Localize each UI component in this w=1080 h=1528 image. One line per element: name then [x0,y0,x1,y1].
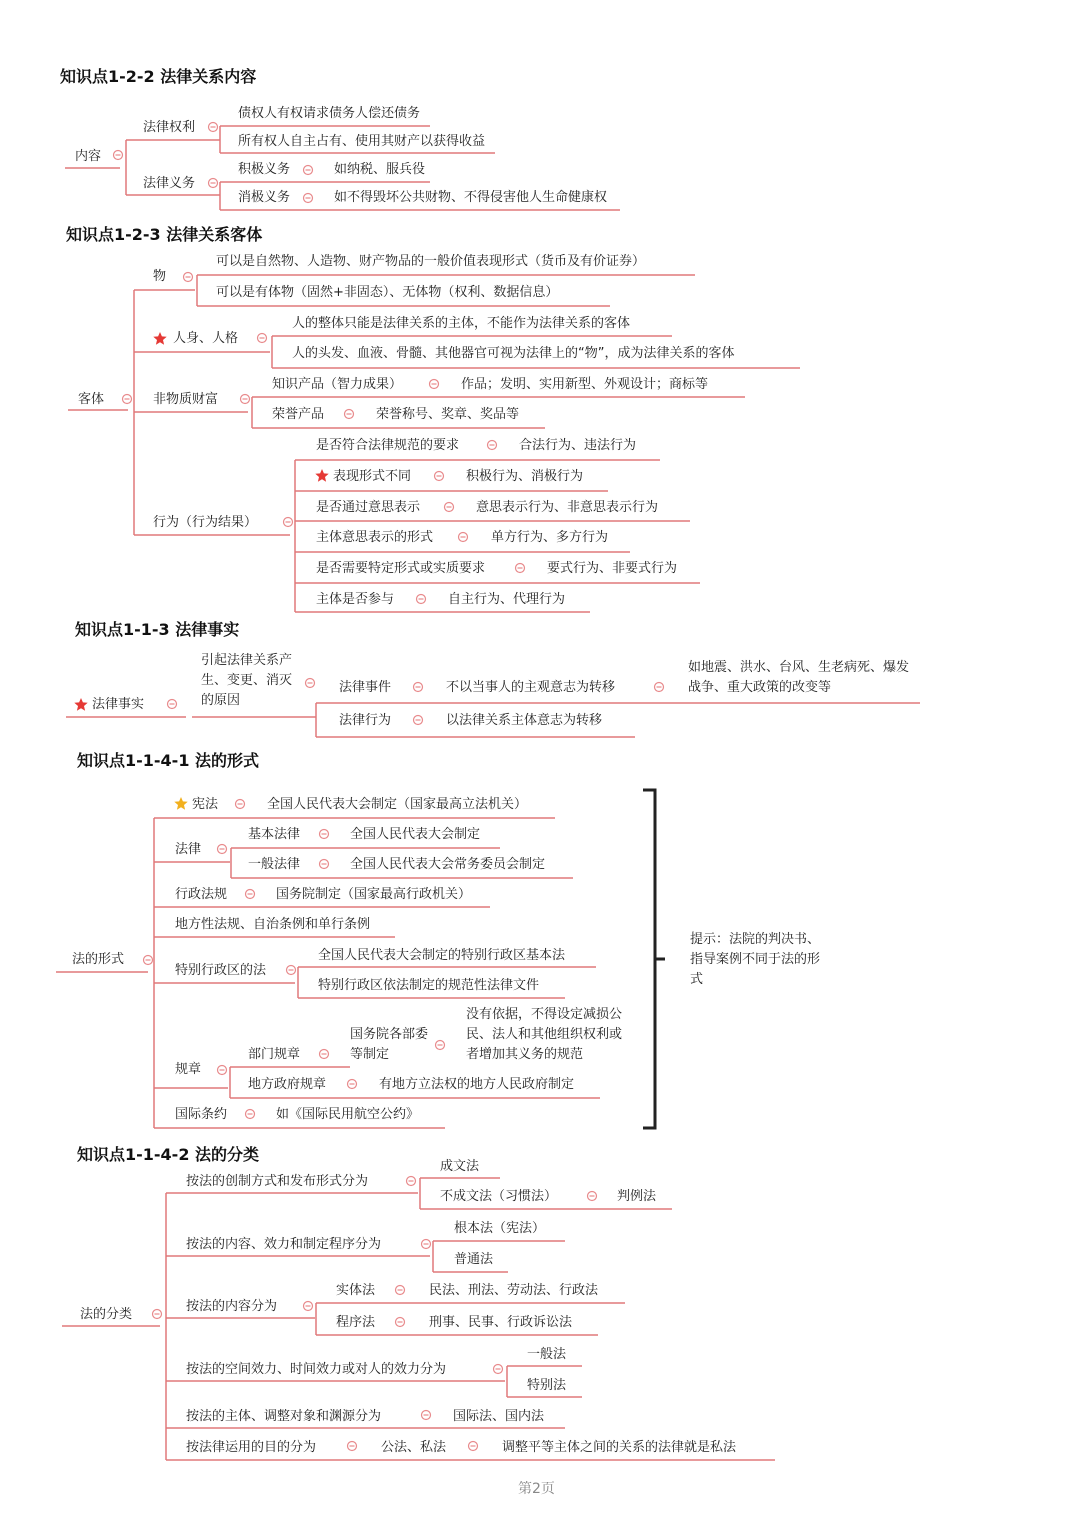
node-rules: 规章 [175,1062,202,1077]
node-local-gov-rules: 地方政府规章 [248,1077,327,1092]
node-local-gov-rules-desc: 有地方立法权的地方人民政府制定 [379,1077,575,1092]
star-icon [74,698,87,711]
node-behavior-criterion: 主体意思表示的形式 [316,530,434,545]
node-person-item: 人的头发、血液、骨髓、其他器官可视为法律上的“物”，成为法律关系的客体 [292,346,735,361]
node-sar-item: 全国人民代表大会制定的特别行政区基本法 [318,948,566,963]
node-legal-rights: 法律权利 [143,120,196,135]
node-fundamental-law: 根本法（宪法） [454,1221,546,1236]
node-written-law: 成文法 [440,1159,480,1174]
page-number: 第2页 [518,1481,555,1497]
node-behavior-criterion: 是否需要特定形式或实质要求 [316,561,486,576]
node-legal-fact-cause: 引起法律关系产生、变更、消灭的原因 [201,653,293,708]
node-thing-item: 可以是自然物、人造物、财产物品的一般价值表现形式（货币及有价证券） [216,254,646,269]
node-law: 法律 [175,842,202,857]
node-constitution: 宪法 [192,797,219,812]
node-dept-rules: 部门规章 [248,1047,301,1062]
node-content-root: 内容 [75,149,102,164]
node-honor-product-example: 荣誉称号、奖章、奖品等 [376,407,520,422]
node-procedural-law: 程序法 [336,1315,376,1330]
node-public-private-law: 公法、私法 [381,1440,447,1455]
section-title-content: 知识点1-2-2 法律关系内容 [60,67,257,86]
node-behavior-criterion: 主体是否参与 [316,592,395,607]
node-private-law-note: 调整平等主体之间的关系的法律就是私法 [502,1440,737,1455]
node-dept-rules-note: 没有依据，不得设定减损公民、法人和其他组织权利或者增加其义务的规范 [466,1007,623,1062]
node-case-law: 判例法 [617,1189,657,1204]
node-behavior: 行为（行为结果） [153,515,258,530]
node-thing: 物 [153,269,167,284]
star-icon [153,332,166,345]
node-local-regulation: 地方性法规、自治条例和单行条例 [175,917,371,932]
node-legal-action: 法律行为 [339,713,392,728]
node-behavior-type: 单方行为、多方行为 [491,530,609,545]
star-icon [315,469,328,482]
node-class-criterion: 按法的内容分为 [186,1299,278,1314]
node-sar-law: 特别行政区的法 [175,963,267,978]
node-object-root: 客体 [78,392,105,407]
node-intellectual-product-example: 作品；发明、实用新型、外观设计；商标等 [461,377,709,392]
node-dept-rules-desc: 国务院各部委等制定 [350,1027,429,1062]
star-icon [174,797,187,810]
node-thing-item: 可以是有体物（固然+非固态）、无体物（权利、数据信息） [216,285,559,300]
node-ordinary-law: 普通法 [454,1252,494,1267]
node-general-law-desc: 全国人民代表大会常务委员会制定 [350,857,546,872]
section-title-object: 知识点1-2-3 法律关系客体 [66,225,263,244]
node-legal-action-desc: 以法律关系主体意志为转移 [446,713,603,728]
node-law-forms-root: 法的形式 [72,952,125,967]
bracket-icon [643,790,665,1128]
node-intellectual-product: 知识产品（智力成果） [272,377,403,392]
node-behavior-type: 自主行为、代理行为 [448,592,566,607]
node-general-law-class: 一般法 [527,1347,567,1362]
node-constitution-desc: 全国人民代表大会制定（国家最高立法机关） [267,797,528,812]
node-legal-duties: 法律义务 [143,176,196,191]
node-behavior-type: 积极行为、消极行为 [466,469,584,484]
node-class-criterion: 按法的内容、效力和制定程序分为 [186,1237,382,1252]
node-treaty: 国际条约 [175,1107,228,1122]
section-title-legal-fact: 知识点1-1-3 法律事实 [75,620,240,639]
node-basic-law-desc: 全国人民代表大会制定 [350,827,481,842]
section-title-law-classification: 知识点1-1-4-2 法的分类 [77,1145,260,1164]
node-honor-product: 荣誉产品 [272,407,325,422]
node-admin-regulation-desc: 国务院制定（国家最高行政机关） [276,887,472,902]
node-general-law: 一般法律 [248,857,301,872]
node-special-law-class: 特别法 [527,1378,567,1393]
node-behavior-type: 意思表示行为、非意思表示行为 [476,500,659,515]
law-forms-tip: 提示：法院的判决书、指导案例不同于法的形式 [690,932,821,987]
node-procedural-law-examples: 刑事、民事、行政诉讼法 [429,1315,573,1330]
node-treaty-desc: 如《国际民用航空公约》 [276,1107,420,1122]
node-class-criterion: 按法律运用的目的分为 [186,1440,317,1455]
node-positive-duty: 积极义务 [238,162,291,177]
node-nonmaterial-wealth: 非物质财富 [153,392,219,407]
node-class-criterion: 按法的创制方式和发布形式分为 [186,1174,369,1189]
node-person-item: 人的整体只能是法律关系的主体，不能作为法律关系的客体 [292,316,631,331]
node-basic-law: 基本法律 [248,827,301,842]
node-classification-root: 法的分类 [80,1307,133,1322]
node-behavior-type: 要式行为、非要式行为 [547,561,678,576]
node-class-criterion: 按法的空间效力、时间效力或对人的效力分为 [186,1362,447,1377]
node-legal-event: 法律事件 [339,680,392,695]
node-positive-duty-example: 如纳税、服兵役 [334,162,426,177]
node-legal-event-desc: 不以当事人的主观意志为转移 [446,680,616,695]
node-substantive-law: 实体法 [336,1283,376,1298]
node-legal-fact-root: 法律事实 [92,697,145,712]
node-behavior-criterion: 是否通过意思表示 [316,500,421,515]
node-right-item: 债权人有权请求债务人偿还债务 [238,106,421,121]
node-right-item: 所有权人自主占有、使用其财产以获得收益 [238,134,486,149]
section-title-law-forms: 知识点1-1-4-1 法的形式 [77,751,260,770]
node-person: 人身、人格 [173,331,239,346]
node-intl-domestic-law: 国际法、国内法 [453,1409,545,1424]
node-class-criterion: 按法的主体、调整对象和渊源分为 [186,1409,382,1424]
node-negative-duty-example: 如不得毁坏公共财物、不得侵害他人生命健康权 [334,190,608,205]
node-negative-duty: 消极义务 [238,190,291,205]
node-sar-item: 特别行政区依法制定的规范性法律文件 [318,978,540,993]
node-behavior-type: 合法行为、违法行为 [519,438,637,453]
node-unwritten-law: 不成文法（习惯法） [440,1189,558,1204]
node-behavior-criterion: 是否符合法律规范的要求 [316,438,460,453]
node-substantive-law-examples: 民法、刑法、劳动法、行政法 [429,1283,599,1298]
node-behavior-criterion: 表现形式不同 [333,469,412,484]
node-legal-event-example: 如地震、洪水、台风、生老病死、爆发战争、重大政策的改变等 [688,660,910,695]
node-admin-regulation: 行政法规 [175,887,228,902]
